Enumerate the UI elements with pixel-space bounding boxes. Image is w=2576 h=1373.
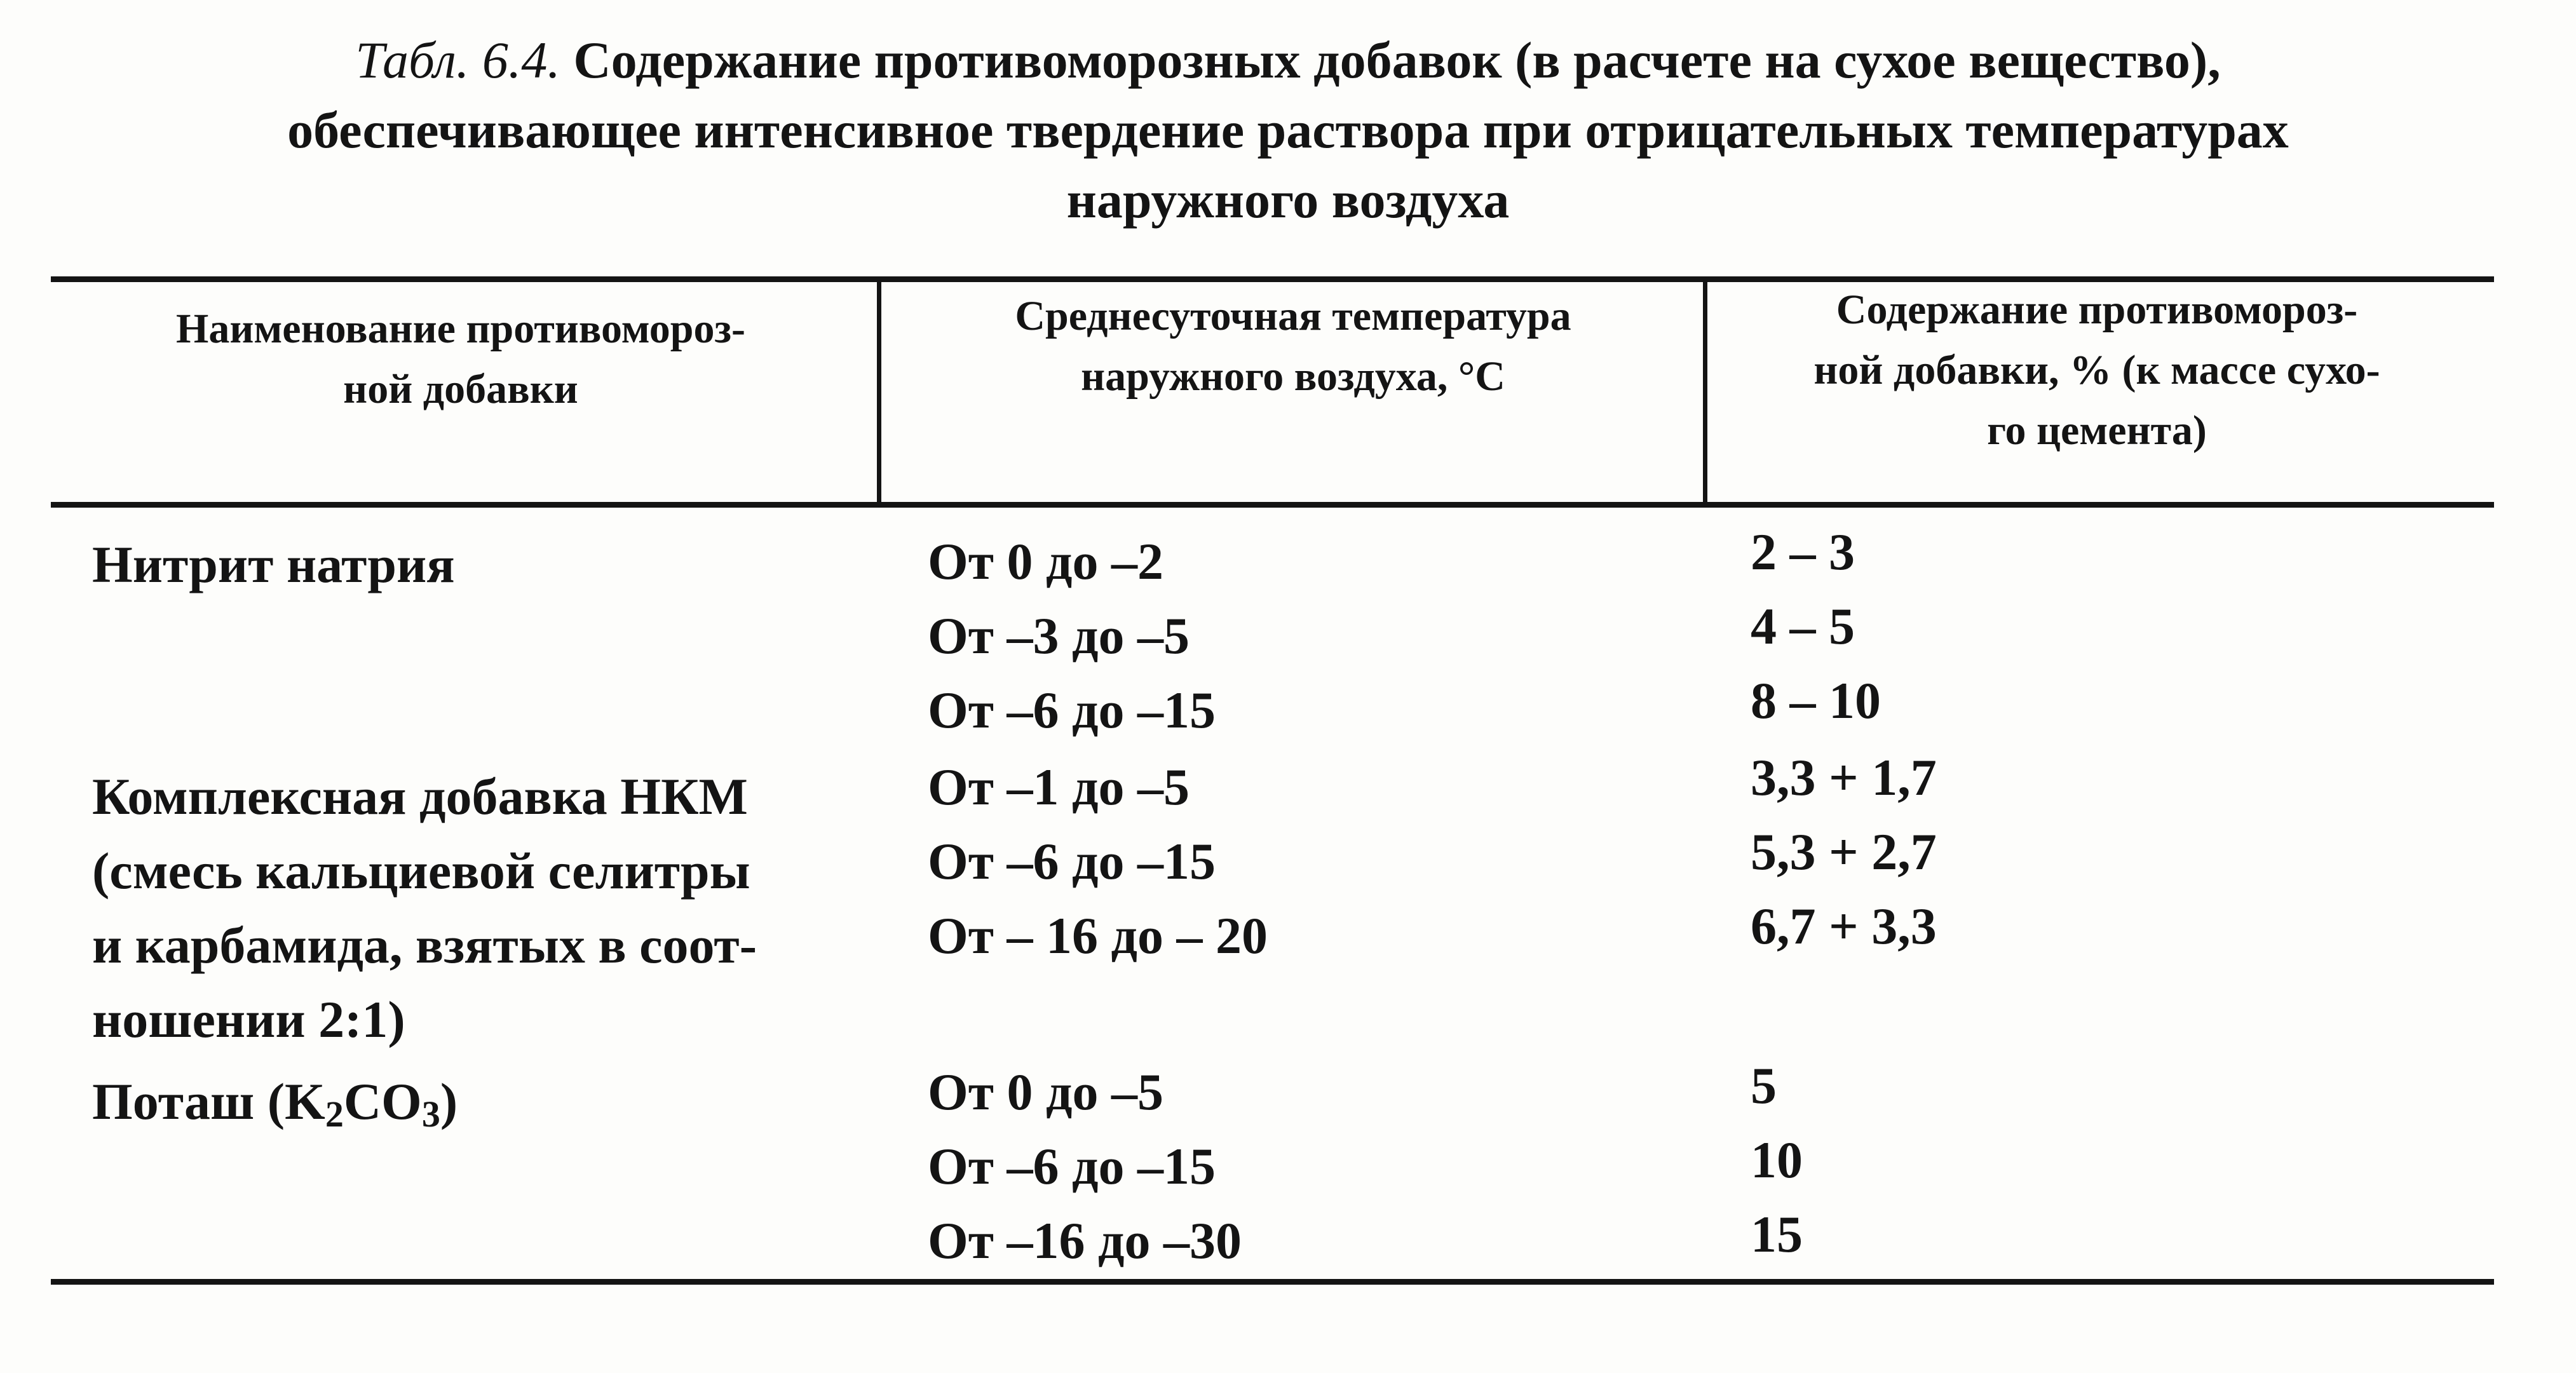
header-text: ной добавки, % (к массе сухо- (1813, 347, 2380, 393)
additive-content: 6,7 + 3,3 (1751, 897, 1937, 955)
additive-content: 5 (1751, 1057, 1777, 1114)
row-1-name (92, 527, 861, 602)
header-text: Наименование противомороз- (175, 306, 746, 352)
potash-subscript: 2 (325, 1093, 344, 1135)
temperature-range: От –16 до –30 (928, 1212, 1242, 1269)
additive-name (92, 1064, 861, 1139)
additive-content: 3,3 + 1,7 (1751, 748, 1937, 806)
potash-subscript: 3 (421, 1093, 440, 1135)
temperature-range: От –6 до –15 (928, 832, 1216, 890)
row-2-values (1751, 740, 2450, 963)
caption-title-part-1: Содержание противоморозных добавок (в расчете на сухое вещество), (573, 31, 2221, 89)
header-additive-content (1728, 280, 2465, 461)
row-1-temperatures (928, 524, 1690, 747)
header-text: го цемента) (1987, 407, 2207, 454)
header-divider-2 (1703, 276, 1707, 508)
additive-content: 4 – 5 (1751, 597, 1855, 655)
header-divider-1 (877, 276, 881, 508)
header-temperature (902, 286, 1684, 407)
row-2-temperatures (928, 750, 1690, 973)
additive-name: (смесь кальциевой селитры (92, 842, 750, 900)
additive-content: 8 – 10 (1751, 672, 1881, 729)
temperature-range: От –3 до –5 (928, 607, 1190, 665)
temperature-range: От 0 до –5 (928, 1063, 1164, 1121)
table-header-rule (51, 502, 2494, 508)
caption-line-2: обеспечивающее интенсивное твердение раствора при отрицательных температурах (287, 101, 2289, 159)
additive-content: 2 – 3 (1751, 523, 1855, 581)
caption-line-3: наружного воздуха (1066, 171, 1510, 229)
potash-name-part: CO (343, 1072, 422, 1130)
additive-name: Нитрит натрия (92, 536, 455, 593)
additive-content: 10 (1751, 1131, 1803, 1189)
row-1-values (1751, 515, 2450, 738)
additive-name: Комплексная добавка НКМ (92, 768, 748, 825)
additive-name: и карбамида, взятых в соот- (92, 916, 757, 974)
temperature-range: От –1 до –5 (928, 758, 1190, 816)
potash-name-part: ) (440, 1072, 458, 1130)
caption-label: Табл. 6.4. (355, 31, 560, 89)
additive-content: 5,3 + 2,7 (1751, 823, 1937, 881)
table-bottom-rule (51, 1279, 2494, 1285)
temperature-range: От 0 до –2 (928, 532, 1164, 590)
temperature-range: От – 16 до – 20 (928, 907, 1268, 964)
header-additive-name (83, 299, 839, 419)
header-text: Среднесуточная температура (1015, 293, 1571, 339)
row-2-name (92, 759, 861, 1057)
table-caption (0, 25, 2576, 235)
potash-name-part: Поташ (K (92, 1072, 325, 1130)
additive-name: ношении 2:1) (92, 991, 405, 1048)
temperature-range: От –6 до –15 (928, 681, 1216, 739)
caption-line-1 (0, 25, 2576, 95)
header-text: Содержание противомороз- (1836, 287, 2358, 333)
row-3-values (1751, 1048, 2450, 1271)
row-3-temperatures (928, 1055, 1690, 1278)
row-3-name (92, 1064, 861, 1139)
temperature-range: От –6 до –15 (928, 1137, 1216, 1195)
additive-content: 15 (1751, 1205, 1803, 1263)
header-text: наружного воздуха, °С (1081, 353, 1505, 400)
header-text: ной добавки (343, 366, 578, 412)
